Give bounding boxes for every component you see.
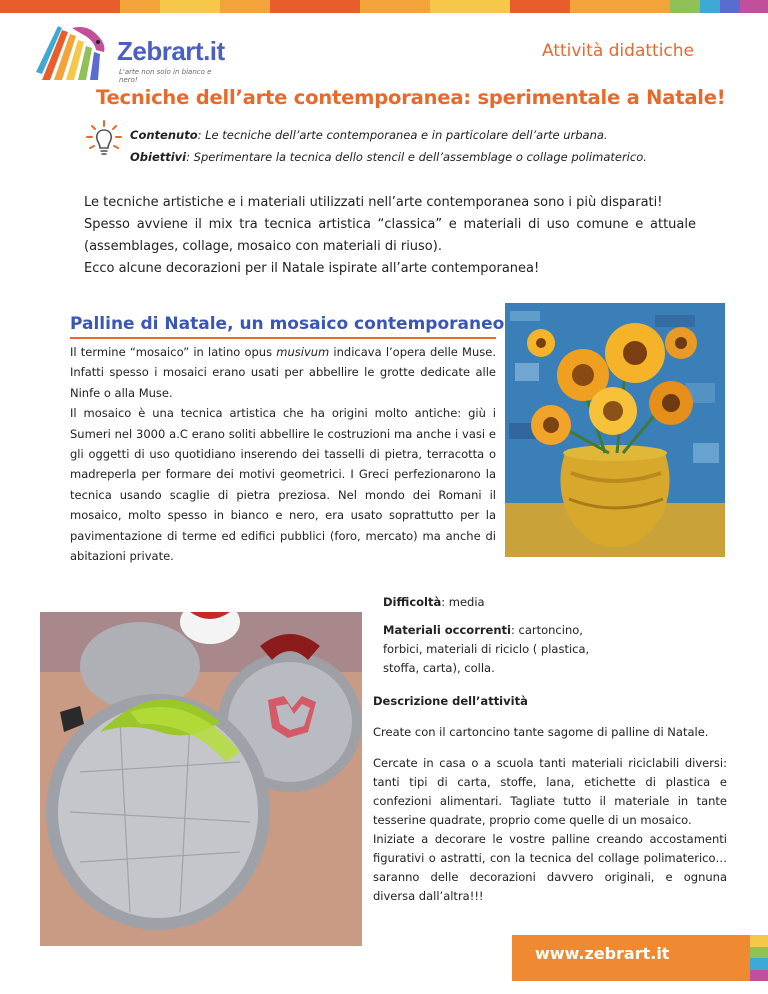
intro-paragraph: Ecco alcune decorazioni per il Natale ispirate all’arte contemporanea! [84, 261, 540, 276]
lesson-meta [130, 124, 647, 168]
section-label: Attività didattiche [541, 41, 694, 61]
activity-step: Iniziate a decorare le vostre palline creando accostamenti figurativi o astratti, con la tecnica del collage polimaterico… saranno delle decorazioni davvero originali, e ognuna diversa dall’altra!!! [373, 832, 727, 903]
foil-ornaments-photo [40, 612, 362, 946]
zebrart-logo[interactable] [32, 22, 225, 84]
content-label: Contenuto [130, 128, 198, 142]
section-heading: Palline di Natale, un mosaico contemporaneo [70, 314, 505, 334]
objective-text: : Sperimentare la tecnica dello stencil e dell’assemblage o collage polimaterico. [186, 150, 647, 164]
mosaic-history-text [70, 342, 496, 566]
mosaic-paragraph: Il mosaico è una tecnica artistica che ha origini molto antiche: giù i Sumeri nel 3000 a.C erano soliti abbellire le costruzioni ma anche i vasi e gli oggetti di uso quotidiano inserendo dei tasselli di pietra, terracotta o madreperla per formare dei motivi geometrici. I Greci perfezionarono la tecnica usando scaglie di pietra preziosa. Nel mondo dei Romani il mosaico, molto spesso in bianco e nero, era usato soprattutto per la pavimentazione di terme ed edifici pubblici (foro, mercato) ma anche di abitazioni private. [70, 406, 496, 564]
materials-label: Materiali occorrenti [383, 623, 511, 637]
latin-term: musivum [276, 345, 330, 359]
zebra-logo-icon [32, 22, 116, 84]
text-span: indicava l’opera delle Muse. Infatti spesso i mosaici erano usati per abbellire le grotte dedicate alle Ninfe o alla Muse. [70, 345, 496, 400]
sunflowers-mosaic-image [505, 303, 725, 557]
description-heading [373, 692, 727, 711]
mosaic-paragraph [70, 342, 496, 403]
description-heading-text: Descrizione dell’attività [373, 694, 528, 708]
page-title: Tecniche dell’arte contemporanea: sperimentale a Natale! [96, 86, 726, 109]
activity-step: Cercate in casa o a scuola tanti materiali riciclabili diversi: tanti tipi di carta, stoffe, lana, etichette di plastica e confezioni alimentari. Tagliate tutto il materiale in tante tesserine quadrate, proprio come quelle di un mosaico. [373, 756, 727, 827]
content-text: : Le tecniche dell’arte contemporanea e in particolare dell’arte urbana. [197, 128, 608, 142]
objective-line [130, 146, 647, 168]
intro-text [84, 192, 696, 280]
materials [383, 621, 603, 678]
footer-website-link[interactable]: www.zebrart.it [535, 944, 670, 963]
brand-tagline: L'arte non solo in bianco e nero! [119, 68, 212, 84]
materials-value: : cartoncino, forbici, materiali di riciclo ( plastica, stoffa, carta), colla. [383, 623, 590, 675]
difficulty [383, 593, 713, 612]
lightbulb-icon [86, 120, 122, 160]
objective-label: Obiettivi [130, 150, 187, 164]
activity-step: Create con il cartoncino tante sagome di palline di Natale. [373, 725, 709, 739]
intro-paragraph: Spesso avviene il mix tra tecnica artistica “classica” e materiali di uso comune e attuale (assemblages, collage, mosaico con materiali di riuso). [84, 217, 696, 254]
footer-color-stripe [750, 935, 768, 981]
brand-name: Zebrart.it [117, 36, 225, 66]
difficulty-value: : media [441, 595, 485, 609]
content-line [130, 124, 647, 146]
intro-paragraph: Le tecniche artistiche e i materiali utilizzati nell’arte contemporanea sono i più disparati! [84, 195, 663, 210]
text-span: Il termine “mosaico” in latino opus [70, 345, 277, 359]
top-color-bar [0, 0, 768, 13]
difficulty-label: Difficoltà [383, 595, 442, 609]
heading-underline [70, 337, 496, 339]
